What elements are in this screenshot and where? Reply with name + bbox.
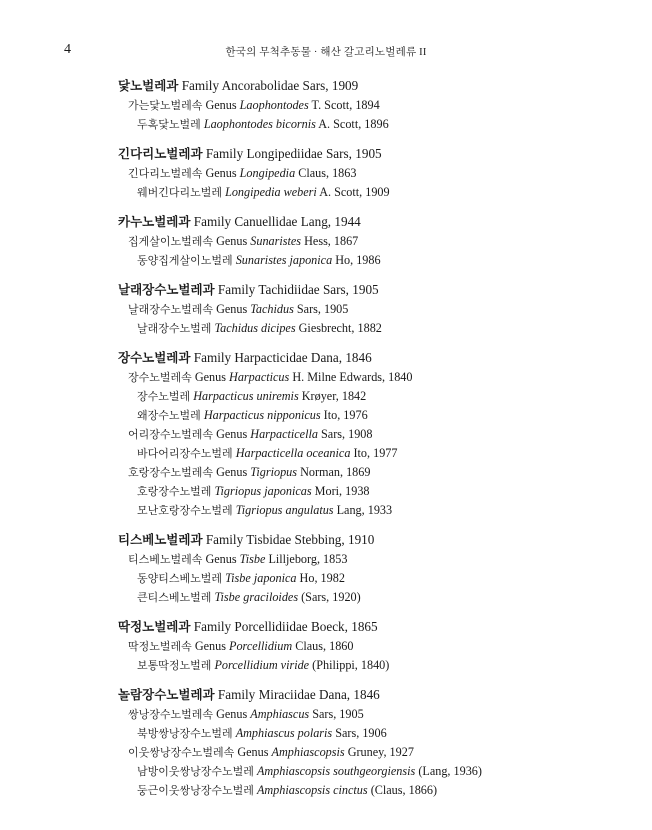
authority: Lang, 1933 xyxy=(336,503,393,517)
authority: Claus, 1863 xyxy=(298,166,357,180)
authority: Norman, 1869 xyxy=(300,465,371,479)
family-scientific-name: Family Tisbidae Stebbing, 1910 xyxy=(205,532,375,547)
rank-label: Genus xyxy=(216,707,248,721)
family-block xyxy=(118,144,618,202)
korean-name: 남방이웃쌍낭장수노벌레 xyxy=(137,765,254,778)
scientific-name: Longipedia xyxy=(239,166,296,180)
korean-name: 장수노벌레 xyxy=(137,390,191,403)
korean-name: 호랑장수노벌레속 xyxy=(128,466,214,479)
family-scientific-name: Family Harpacticidae Dana, 1846 xyxy=(193,350,372,365)
scientific-name: Porcellidium xyxy=(229,639,293,653)
scientific-name: Sunaristes japonica xyxy=(235,253,333,267)
authority: T. Scott, 1894 xyxy=(311,98,380,112)
family-korean-name: 티스베노벌레과 xyxy=(118,532,203,547)
authority: Mori, 1938 xyxy=(314,484,370,498)
genus-entry xyxy=(118,705,618,724)
scientific-name: Laophontodes xyxy=(239,98,309,112)
scientific-name: Harpacticus nipponicus xyxy=(203,408,321,422)
family-korean-name: 장수노벌레과 xyxy=(118,350,191,365)
scientific-name: Laophontodes bicornis xyxy=(203,117,316,131)
authority: A. Scott, 1896 xyxy=(318,117,389,131)
authority: Lilljeborg, 1853 xyxy=(268,552,348,566)
korean-name: 바다어리장수노벌레 xyxy=(137,447,233,460)
species-entry xyxy=(118,781,618,800)
family-block xyxy=(118,617,618,675)
family-block xyxy=(118,212,618,270)
family-block xyxy=(118,685,618,800)
family-korean-name: 카누노벌레과 xyxy=(118,214,191,229)
genus-entry xyxy=(118,164,618,183)
korean-name: 날래장수노벌레속 xyxy=(128,303,214,316)
rank-label: Genus xyxy=(216,465,248,479)
genus-entry xyxy=(118,96,618,115)
korean-name: 북방쌍낭장수노벌레 xyxy=(137,727,233,740)
korean-name: 큰티스베노벌레 xyxy=(137,591,212,604)
authority: Sars, 1905 xyxy=(312,707,364,721)
korean-name: 장수노벌레속 xyxy=(128,371,192,384)
family-korean-name: 딱정노벌레과 xyxy=(118,619,191,634)
authority: Ito, 1977 xyxy=(353,446,398,460)
family-scientific-name: Family Porcellidiidae Boeck, 1865 xyxy=(193,619,378,634)
family-scientific-name: Family Tachidiidae Sars, 1905 xyxy=(217,282,379,297)
korean-name: 보통딱정노벌레 xyxy=(137,659,212,672)
korean-name: 동양집게살이노벌레 xyxy=(137,254,233,267)
rank-label: Genus xyxy=(216,234,248,248)
authority: (Sars, 1920) xyxy=(301,590,361,604)
family-block xyxy=(118,280,618,338)
genus-entry xyxy=(118,463,618,482)
genus-entry xyxy=(118,743,618,762)
authority: Hess, 1867 xyxy=(304,234,359,248)
species-entry xyxy=(118,501,618,520)
species-entry xyxy=(118,406,618,425)
rank-label: Genus xyxy=(237,745,269,759)
korean-name: 긴다리노벌레속 xyxy=(128,167,203,180)
family-scientific-name: Family Miraciidae Dana, 1846 xyxy=(217,687,380,702)
scientific-name: Harpacticus uniremis xyxy=(193,389,299,403)
scientific-name: Sunaristes xyxy=(250,234,302,248)
scientific-name: Amphiascopsis southgeorgiensis xyxy=(256,764,416,778)
scientific-name: Amphiascus polaris xyxy=(235,726,333,740)
species-entry xyxy=(118,115,618,134)
authority: A. Scott, 1909 xyxy=(319,185,390,199)
family-heading xyxy=(118,212,618,232)
authority: (Philippi, 1840) xyxy=(312,658,390,672)
scientific-name: Amphiascopsis xyxy=(271,745,345,759)
authority: Sars, 1905 xyxy=(296,302,349,316)
korean-name: 모난호랑장수노벌레 xyxy=(137,504,233,517)
species-entry xyxy=(118,251,618,270)
species-entry xyxy=(118,444,618,463)
korean-name: 두혹닻노벌레 xyxy=(137,118,201,131)
family-scientific-name: Family Ancorabolidae Sars, 1909 xyxy=(181,78,359,93)
rank-label: Genus xyxy=(216,302,248,316)
authority: Ho, 1986 xyxy=(335,253,381,267)
rank-label: Genus xyxy=(205,98,237,112)
scientific-name: Tachidus dicipes xyxy=(214,321,296,335)
species-entry xyxy=(118,724,618,743)
genus-entry xyxy=(118,232,618,251)
korean-name: 이웃쌍낭장수노벌레속 xyxy=(128,746,235,759)
authority: (Claus, 1866) xyxy=(370,783,438,797)
scientific-name: Amphiascus xyxy=(250,707,310,721)
korean-name: 웨버긴다리노벌레 xyxy=(137,186,223,199)
scientific-name: Harpacticus xyxy=(229,370,290,384)
korean-name: 쌍낭장수노벌레속 xyxy=(128,708,214,721)
genus-entry xyxy=(118,368,618,387)
taxonomy-list xyxy=(118,76,618,800)
species-entry xyxy=(118,569,618,588)
authority: Krøyer, 1842 xyxy=(301,389,367,403)
family-heading xyxy=(118,144,618,164)
korean-name: 집게살이노벌레속 xyxy=(128,235,214,248)
family-scientific-name: Family Canuellidae Lang, 1944 xyxy=(193,214,361,229)
authority: Claus, 1860 xyxy=(295,639,354,653)
authority: Gruney, 1927 xyxy=(347,745,414,759)
family-block xyxy=(118,348,618,520)
family-heading xyxy=(118,685,618,705)
korean-name: 딱정노벌레속 xyxy=(128,640,192,653)
authority: Ho, 1982 xyxy=(299,571,345,585)
korean-name: 둥근이웃쌍낭장수노벌레 xyxy=(137,784,254,797)
rank-label: Genus xyxy=(194,639,226,653)
authority: H. Milne Edwards, 1840 xyxy=(292,370,413,384)
family-heading xyxy=(118,76,618,96)
korean-name: 동양티스베노벌레 xyxy=(137,572,223,585)
authority: Giesbrecht, 1882 xyxy=(298,321,382,335)
scientific-name: Harpacticella oceanica xyxy=(235,446,351,460)
korean-name: 가는닻노벌레속 xyxy=(128,99,203,112)
species-entry xyxy=(118,319,618,338)
scientific-name: Longipedia weberi xyxy=(225,185,317,199)
family-korean-name: 닻노벌레과 xyxy=(118,78,179,93)
scientific-name: Tisbe xyxy=(239,552,266,566)
authority: (Lang, 1936) xyxy=(418,764,482,778)
species-entry xyxy=(118,656,618,675)
family-heading xyxy=(118,530,618,550)
family-heading xyxy=(118,280,618,300)
scientific-name: Tigriopus japonicas xyxy=(214,484,312,498)
species-entry xyxy=(118,183,618,202)
authority: Ito, 1976 xyxy=(323,408,368,422)
rank-label: Genus xyxy=(216,427,248,441)
scientific-name: Tachidus xyxy=(250,302,294,316)
family-heading xyxy=(118,617,618,637)
genus-entry xyxy=(118,425,618,444)
rank-label: Genus xyxy=(205,166,237,180)
rank-label: Genus xyxy=(205,552,237,566)
korean-name: 티스베노벌레속 xyxy=(128,553,203,566)
scientific-name: Harpacticella xyxy=(250,427,318,441)
family-block xyxy=(118,76,618,134)
genus-entry xyxy=(118,300,618,319)
scientific-name: Tisbe japonica xyxy=(225,571,297,585)
family-block xyxy=(118,530,618,607)
authority: Sars, 1906 xyxy=(335,726,387,740)
rank-label: Genus xyxy=(194,370,226,384)
genus-entry xyxy=(118,550,618,569)
species-entry xyxy=(118,387,618,406)
korean-name: 날래장수노벌레 xyxy=(137,322,212,335)
species-entry xyxy=(118,482,618,501)
family-korean-name: 날래장수노벌레과 xyxy=(118,282,215,297)
scientific-name: Amphiascopsis cinctus xyxy=(256,783,368,797)
species-entry xyxy=(118,762,618,781)
scientific-name: Tisbe graciloides xyxy=(214,590,299,604)
genus-entry xyxy=(118,637,618,656)
scientific-name: Tigriopus angulatus xyxy=(235,503,334,517)
korean-name: 왜장수노벌레 xyxy=(137,409,201,422)
family-heading xyxy=(118,348,618,368)
scientific-name: Tigriopus xyxy=(250,465,298,479)
running-header: 한국의 무척추동물 · 해산 갈고리노벌레류 II xyxy=(225,47,427,58)
korean-name: 어리장수노벌레속 xyxy=(128,428,214,441)
family-scientific-name: Family Longipediidae Sars, 1905 xyxy=(205,146,382,161)
species-entry xyxy=(118,588,618,607)
authority: Sars, 1908 xyxy=(321,427,373,441)
page-number: 4 xyxy=(64,42,71,57)
family-korean-name: 긴다리노벌레과 xyxy=(118,146,203,161)
korean-name: 호랑장수노벌레 xyxy=(137,485,212,498)
scientific-name: Porcellidium viride xyxy=(214,658,310,672)
family-korean-name: 놀람장수노벌레과 xyxy=(118,687,215,702)
